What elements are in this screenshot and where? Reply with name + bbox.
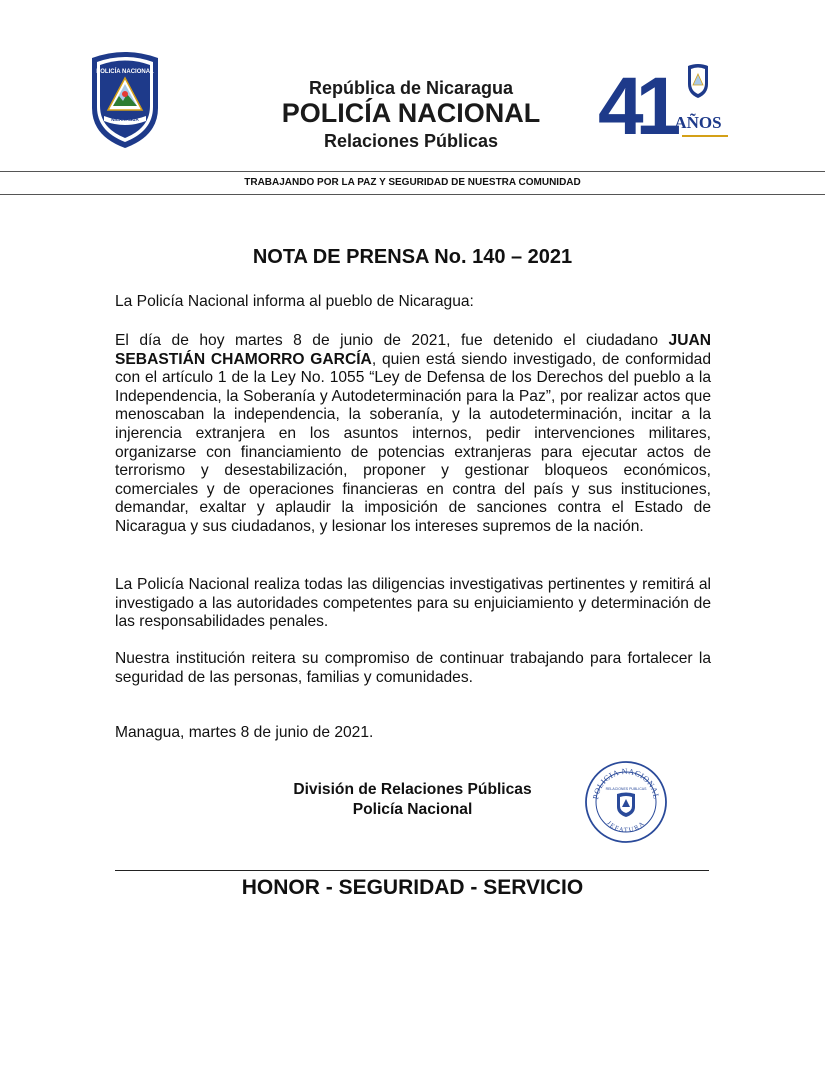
logo-left-bottom-text: NICARAGUA — [111, 117, 139, 122]
signature-block — [250, 780, 575, 820]
header-organization: POLICÍA NACIONAL — [281, 98, 541, 128]
press-release-title: NOTA DE PRENSA No. 140 – 2021 — [252, 246, 573, 268]
anniversary-number: 41 — [598, 61, 674, 140]
footer-motto: HONOR - SEGURIDAD - SERVICIO — [241, 876, 584, 899]
slogan-bar: TRABAJANDO POR LA PAZ Y SEGURIDAD DE NUESTRA COMUNIDAD — [0, 171, 825, 195]
third-paragraph: Nuestra institución reitera su compromiso de continuar trabajando para fortalecer la seguridad de las personas, familias y comunidades. — [115, 650, 711, 686]
policia-nacional-shield-logo — [86, 48, 164, 150]
main-rest: , quien está siendo investigado, de conformidad con el artículo 1 de la Ley No. 1055 “Ley de Defensa de los Derechos del pueblo a la Independencia, la Soberanía y Autodeterminación para la Paz”, por realizar actos que menoscaban la independencia, la soberanía, y la autodeterminación, incitar a la injerencia extranjera en los asuntos internos, pedir intervenciones militares, organizarse con financiamiento de potencias extranjeras para ejecutar actos de terrorismo y desestabilización, proponer y gestionar bloqueos económicos, comerciales y de operaciones financieras en contra del país y sus instituciones, demandar, exaltar y aplaudir la imposición de sanciones contra el Estado de Nicaragua y sus ciudadanos, y lesionar los intereses supremos de la nación. — [115, 350, 711, 535]
official-seal-stamp — [584, 760, 668, 844]
seal-bottom-text: JEFATURA — [605, 819, 647, 835]
signature-line-2: Policía Nacional — [352, 801, 473, 818]
anniversary-word: AÑOS — [674, 113, 722, 132]
main-paragraph — [115, 332, 711, 537]
seal-sub-text: RELACIONES PUBLICAS — [605, 787, 647, 791]
footer-divider — [115, 870, 709, 871]
header-country: República de Nicaragua — [308, 78, 514, 98]
logo-left-text: POLICÍA NACIONAL — [96, 69, 154, 75]
svg-text:JEFATURA — [605, 820, 647, 834]
seal-top-text: POLICIA NACIONAL — [591, 766, 661, 800]
main-lead: El día de hoy martes 8 de junio de 2021, fue detenido el ciudadano — [115, 332, 669, 349]
detained-name: JUAN SEBASTIÁN CHAMORRO GARCÍA — [115, 332, 711, 368]
intro-paragraph: La Policía Nacional informa al pueblo de Nicaragua: — [115, 293, 474, 310]
header-department: Relaciones Públicas — [323, 131, 499, 151]
signature-line-1: División de Relaciones Públicas — [293, 781, 532, 798]
anniversary-41-logo — [596, 60, 730, 140]
date-line: Managua, martes 8 de junio de 2021. — [115, 724, 374, 741]
second-paragraph: La Policía Nacional realiza todas las diligencias investigativas pertinentes y remitirá al investigado a las autoridades competentes para su enjuiciamiento y determinación de las responsabilidades penales. — [115, 576, 711, 631]
